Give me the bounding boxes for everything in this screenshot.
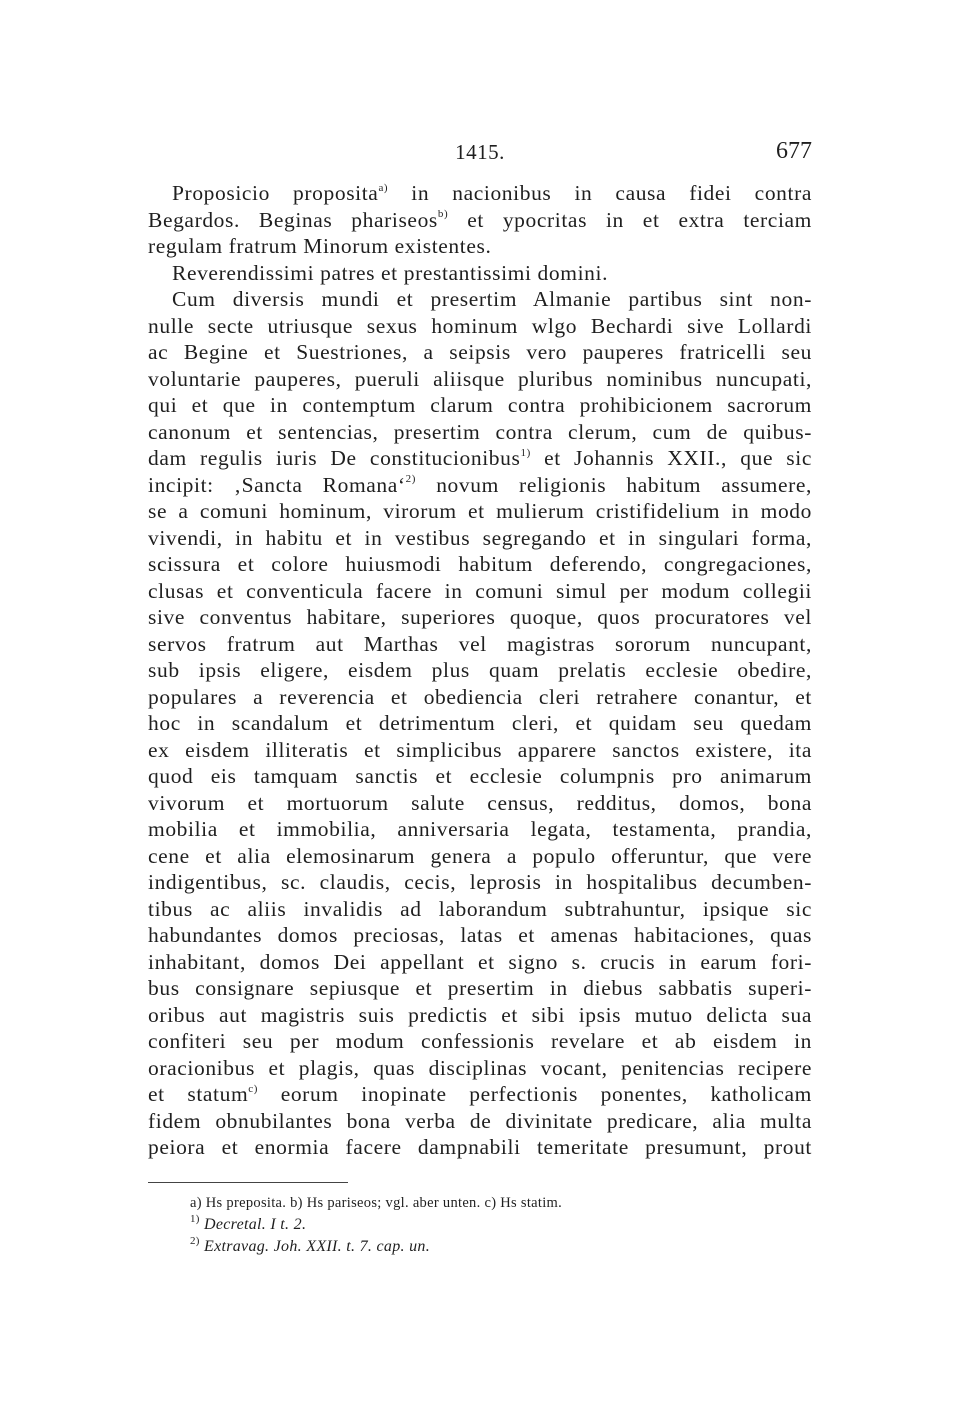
text-segment: nulle secte utriusque sexus hominum wlgo Bechardi sive Lollardi xyxy=(148,313,812,338)
text-line xyxy=(148,1108,812,1135)
text-line xyxy=(148,578,812,605)
text-line xyxy=(148,631,812,658)
text-line xyxy=(148,1002,812,1029)
text-line xyxy=(148,684,812,711)
critical-apparatus: a) Hs preposita. b) Hs pariseos; vgl. aber unten. c) Hs statim. xyxy=(190,1195,563,1211)
text-segment: sive conventus habitare, superiores quoque, quos procuratores vel xyxy=(148,605,812,629)
text-segment: ac Begine et Suestriones, a seipsis vero pauperes fratricelli seu xyxy=(148,340,812,364)
text-segment: in nacionibus in causa fidei contra xyxy=(388,181,812,205)
text-segment: dam regulis iuris De constitucionibus xyxy=(148,446,521,470)
text-segment: et Johannis XXII., que sic xyxy=(530,446,812,470)
footnote-marker: c) xyxy=(248,1082,259,1095)
text-line xyxy=(148,1081,812,1108)
text-segment: novum religionis habitum assumere, xyxy=(416,472,812,497)
text-segment: vivorum et mortuorum salute census, redditus, domos, bona xyxy=(148,790,812,815)
text-segment: scissura et colore huiusmodi habitum deferendo, congregaciones, xyxy=(148,552,812,576)
text-segment: Begardos. Beginas phariseos xyxy=(148,207,438,232)
text-line xyxy=(148,763,812,790)
page-number: 677 xyxy=(776,138,812,164)
text-line xyxy=(148,472,812,499)
footnote-marker: a) xyxy=(378,181,389,194)
text-segment: indigentibus, sc. claudis, cecis, leprosis in hospitalibus decumben- xyxy=(148,870,812,894)
footnote-text: Extravag. Joh. XXII. t. 7. cap. un. xyxy=(204,1238,430,1255)
text-segment: oribus aut magistris suis predictis et sibi ipsis mutuo delicta sua xyxy=(148,1002,812,1027)
text-segment: mobilia et immobilia, anniversaria legata, testamenta, prandia, xyxy=(148,817,812,841)
footnote-text: Decretal. I t. 2. xyxy=(204,1216,307,1233)
footnote-marker: 2) xyxy=(405,473,417,486)
text-line xyxy=(148,498,812,525)
text-segment: regulam fratrum Minorum existentes. xyxy=(148,234,492,258)
footnote-rule xyxy=(148,1182,348,1183)
text-segment: voluntarie pauperes, pueruli aliisque pluribus nominibus nuncupati, xyxy=(148,366,812,391)
footnotes xyxy=(148,1192,812,1258)
text-line xyxy=(148,896,812,923)
text-line xyxy=(148,260,812,287)
text-line xyxy=(148,790,812,817)
text-line xyxy=(148,975,812,1002)
footnote-number: 1) xyxy=(190,1213,200,1225)
text-line xyxy=(148,949,812,976)
text-segment: fidem obnubilantes bona verba de divinitate predicare, alia multa xyxy=(148,1108,812,1133)
text-line xyxy=(148,869,812,896)
text-segment: et statum xyxy=(148,1082,249,1106)
text-line xyxy=(148,816,812,843)
text-segment: cene et alia elemosinarum genera a populo offeruntur, que vere xyxy=(148,843,812,868)
text-segment: oracionibus et plagis, quas disciplinas vocant, penitencias recipere xyxy=(148,1055,812,1080)
text-segment: eorum inopinate perfectionis ponentes, katholicam xyxy=(258,1082,812,1106)
footnote-number: 2) xyxy=(190,1235,200,1247)
text-segment: servos fratrum aut Marthas vel magistras sororum nuncupant, xyxy=(148,631,812,656)
text-segment: tibus ac aliis invalidis ad laborandum subtrahuntur, ipsique sic xyxy=(148,896,812,921)
text-line xyxy=(148,313,812,340)
text-line xyxy=(148,445,812,472)
footnote-marker: 1) xyxy=(520,446,531,459)
text-line xyxy=(148,366,812,393)
text-line xyxy=(148,657,812,684)
text-segment: hoc in scandalum et detrimentum cleri, et quidam seu quedam xyxy=(148,711,812,735)
text-segment: sub ipsis eligere, eisdem plus quam prelatis ecclesie obedire, xyxy=(148,658,812,682)
text-line xyxy=(148,737,812,764)
text-segment: incipit: ‚Sancta Romana‘ xyxy=(148,472,406,497)
text-segment: canonum et sentencias, presertim contra clerum, cum de quibus- xyxy=(148,419,812,444)
running-year: 1415. xyxy=(455,140,505,164)
text-segment: et ypocritas in et extra terciam xyxy=(448,207,812,232)
footnote-2 xyxy=(148,1236,812,1258)
text-segment: quod eis tamquam sanctis et ecclesie columpnis pro animarum xyxy=(148,764,812,788)
footnote-1 xyxy=(148,1214,812,1236)
text-line xyxy=(148,392,812,419)
text-segment: qui et que in contemptum clarum contra prohibicionem sacrorum xyxy=(148,393,812,417)
footnote-marker: b) xyxy=(437,208,449,221)
text-line xyxy=(148,525,812,552)
text-line xyxy=(148,1028,812,1055)
text-segment: habundantes domos preciosas, latas et amenas habitaciones, quas xyxy=(148,923,812,947)
text-segment: ex eisdem illiteratis et simplicibus apparere sanctos existere, ita xyxy=(148,737,812,762)
text-line xyxy=(148,180,812,207)
text-line xyxy=(148,419,812,446)
text-line xyxy=(148,1134,812,1161)
body-text xyxy=(148,180,812,1161)
running-head xyxy=(148,140,812,174)
text-segment: peiora et enormia facere dampnabili temeritate presumunt, prout xyxy=(148,1135,812,1159)
text-segment: vivendi, in habitu et in vestibus segregando et in singulari forma, xyxy=(148,525,812,550)
text-segment: Reverendissimi patres et prestantissimi domini. xyxy=(172,260,609,285)
text-line xyxy=(148,551,812,578)
text-segment: populares a reverencia et obediencia cleri retrahere conantur, et xyxy=(148,684,812,709)
text-line xyxy=(148,207,812,234)
text-line xyxy=(148,922,812,949)
text-line xyxy=(148,1055,812,1082)
text-segment: confiteri seu per modum confessionis revelare et ab eisdem in xyxy=(148,1029,812,1053)
text-line xyxy=(148,710,812,737)
text-line xyxy=(148,286,812,313)
text-segment: bus consignare sepiusque et presertim in diebus sabbatis superi- xyxy=(148,976,812,1000)
text-segment: inhabitant, domos Dei appellant et signo s. crucis in earum fori- xyxy=(148,949,812,974)
text-line xyxy=(148,339,812,366)
text-segment: Cum diversis mundi et presertim Almanie partibus sint non- xyxy=(172,287,812,311)
text-line xyxy=(148,233,812,260)
text-segment: se a comuni hominum, virorum et mulierum cristifidelium in modo xyxy=(148,499,812,523)
text-segment: clusas et conventicula facere in comuni simul per modum collegii xyxy=(148,578,812,603)
text-line xyxy=(148,604,812,631)
text-segment: Proposicio proposita xyxy=(172,181,379,205)
text-line xyxy=(148,843,812,870)
